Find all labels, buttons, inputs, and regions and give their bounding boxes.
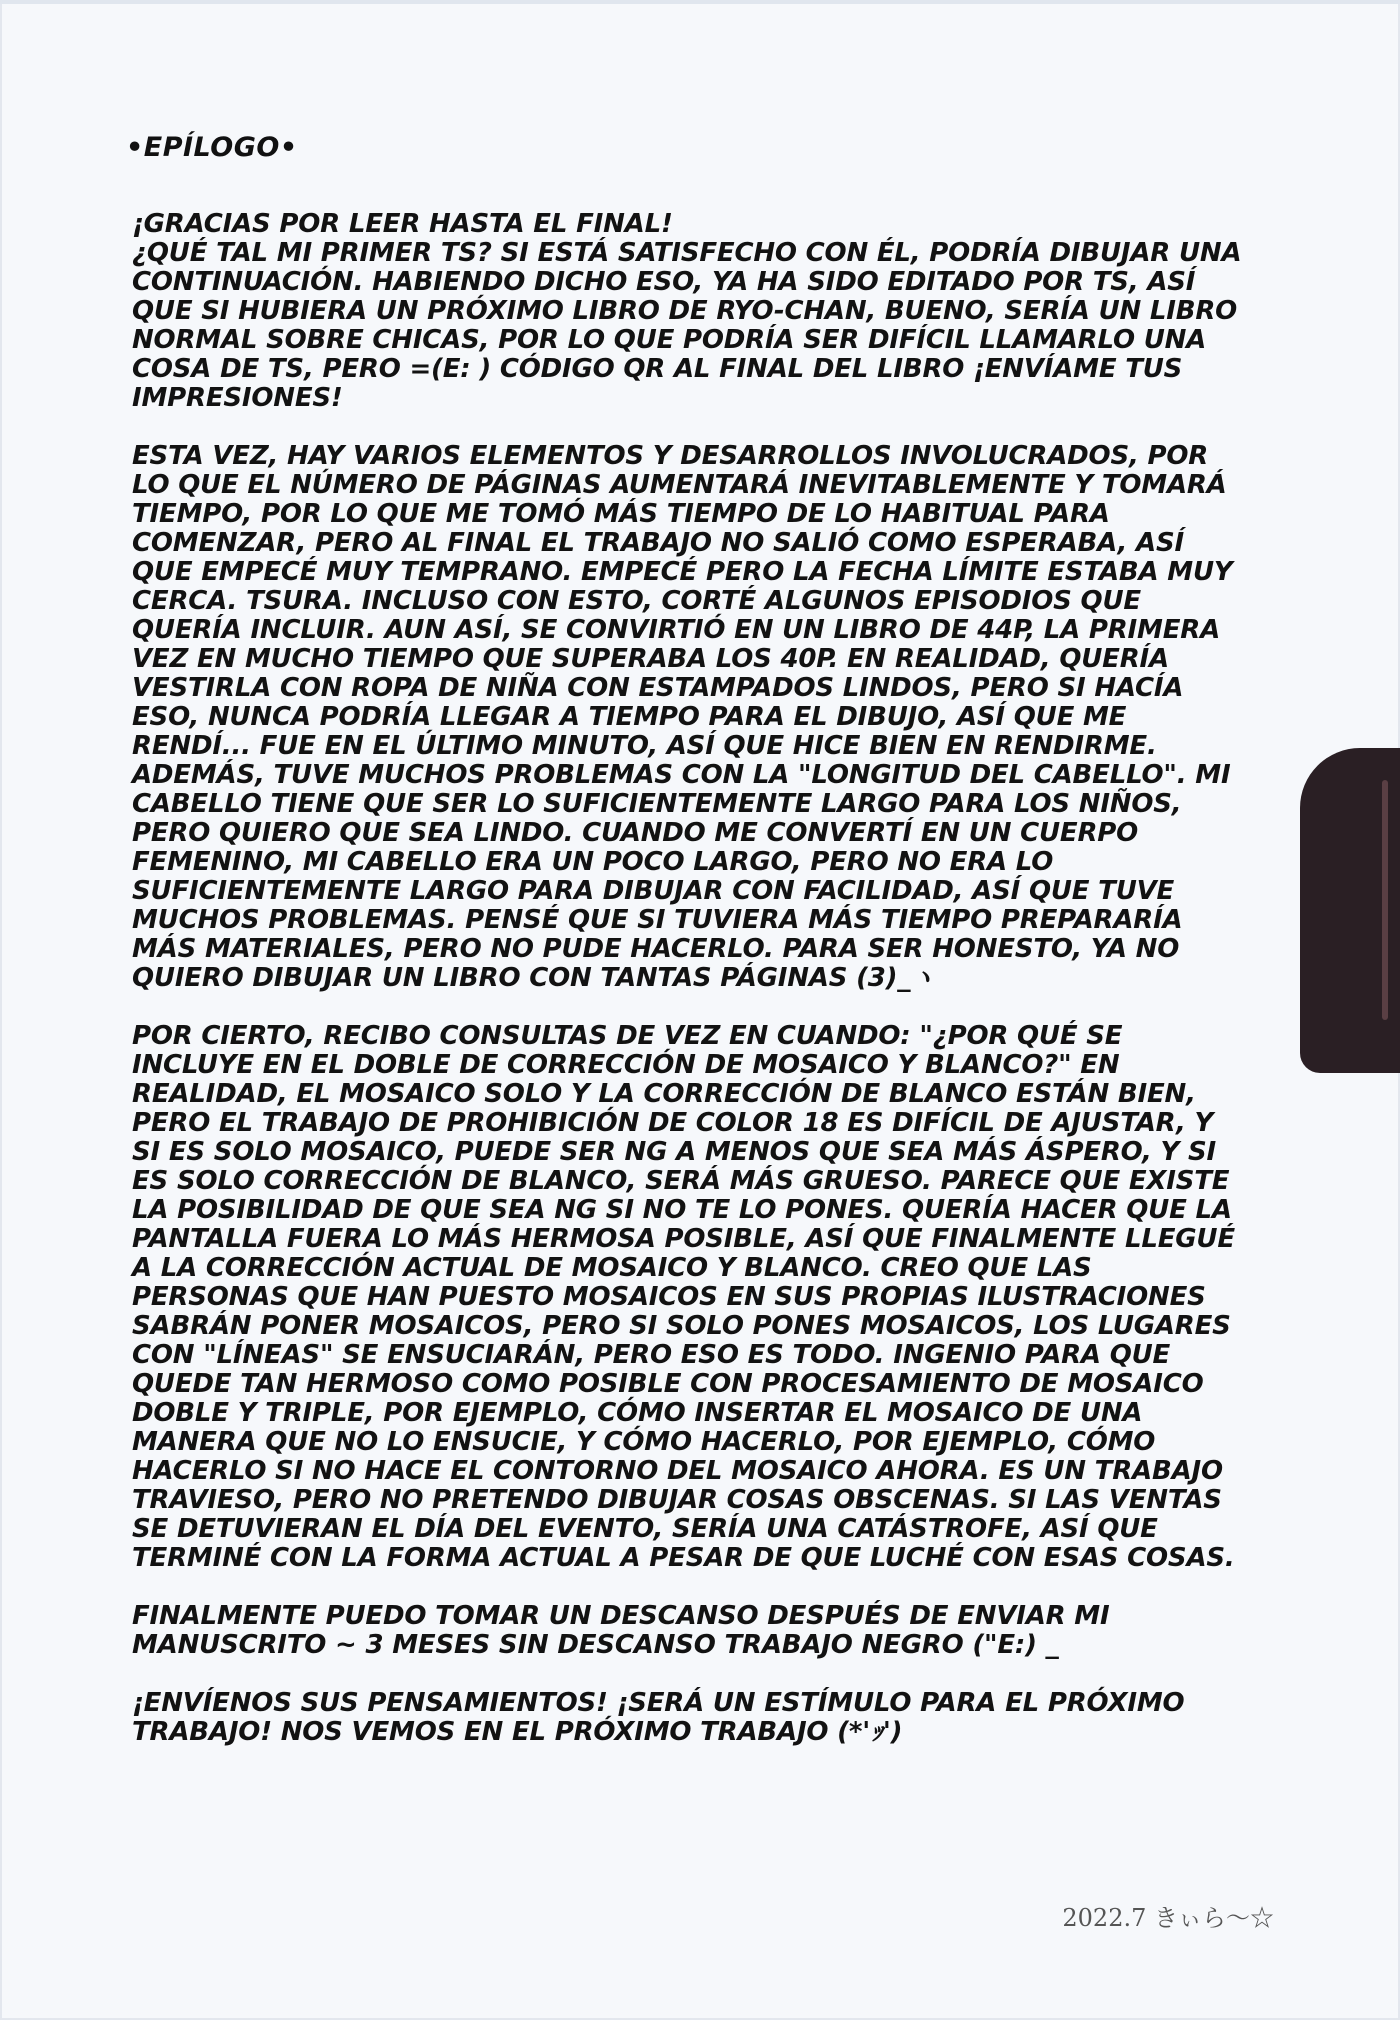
paragraph-mosaic: POR CIERTO, RECIBO CONSULTAS DE VEZ EN CUANDO: "¿POR QUÉ SE INCLUYE EN EL DOBLE DE CORRECCIÓN DE MOSAICO Y BLANCO?" EN REALIDAD, EL MOSAICO SOLO Y LA CORRECCIÓN DE BLANCO ESTÁN BIEN, PERO EL TRABAJO DE PROHIBICIÓN DE COLOR 18 ES DIFÍCIL DE AJUSTAR, Y SI ES SOLO MOSAICO, PUEDE SER NG A MENOS QUE SEA MÁS ÁSPERO, Y SI ES SOLO CORRECCIÓN DE BLANCO, SERÁ MÁS GRUESO. PARECE QUE EXISTE LA POSIBILIDAD DE QUE SEA NG SI NO TE LO PONES. QUERÍA HACER QUE LA PANTALLA FUERA LO MÁS HERMOSA POSIBLE, ASÍ QUE FINALMENTE LLEGUÉ A LA CORRECCIÓN ACTUAL DE MOSAICO Y BLANCO. CREO QUE LAS PERSONAS QUE HAN PUESTO MOSAICOS EN SUS PROPIAS ILUSTRACIONES SABRÁN PONER MOSAICOS, PERO SI SOLO PONES MOSAICOS, LOS LUGARES CON "LÍNEAS" SE ENSUCIARÁN, PERO ESO ES TODO. INGENIO PARA QUE QUEDE TAN HERMOSO COMO POSIBLE CON PROCESAMIENTO DE MOSAICO DOBLE Y TRIPLE, POR EJEMPLO, CÓMO INSERTAR EL MOSAICO DE UNA MANERA QUE NO LO ENSUCIE, Y CÓMO HACERLO, POR EJEMPLO, CÓMO HACERLO SI NO HACE EL CONTORNO DEL MOSAICO AHORA. ES UN TRABAJO TRAVIESO, PERO NO PRETENDO DIBUJAR COSAS OBSCENAS. SI LAS VENTAS SE DETUVIERAN EL DÍA DEL EVENTO, SERÍA UNA CATÁSTROFE, ASÍ QUE TERMINÉ CON LA FORMA ACTUAL A PESAR DE QUE LUCHÉ CON ESAS COSAS. — [132, 1021, 1235, 1573]
top-edge-strip — [0, 0, 1400, 4]
paragraph-process: ESTA VEZ, HAY VARIOS ELEMENTOS Y DESARROLLOS INVOLUCRADOS, POR LO QUE EL NÚMERO DE PÁGINAS AUMENTARÁ INEVITABLEMENTE Y TOMARÁ TIEMPO, POR LO QUE ME TOMÓ MÁS TIEMPO DE LO HABITUAL PARA COMENZAR, PERO AL FINAL EL TRABAJO NO SALIÓ COMO ESPERABA, ASÍ QUE EMPECÉ MUY TEMPRANO. EMPECÉ PERO LA FECHA LÍMITE ESTABA MUY CERCA. TSURA. INCLUSO CON ESTO, CORTÉ ALGUNOS EPISODIOS QUE QUERÍA INCLUIR. AUN ASÍ, SE CONVIRTIÓ EN UN LIBRO DE 44P, LA PRIMERA VEZ EN MUCHO TIEMPO QUE SUPERABA LOS 40P. EN REALIDAD, QUERÍA VESTIRLA CON ROPA DE NIÑA CON ESTAMPADOS LINDOS, PERO SI HACÍA ESO, NUNCA PODRÍA LLEGAR A TIEMPO PARA EL DIBUJO, ASÍ QUE ME RENDÍ... FUE EN EL ÚLTIMO MINUTO, ASÍ QUE HICE BIEN EN RENDIRME. ADEMÁS, TUVE MUCHOS PROBLEMAS CON LA "LONGITUD DEL CABELLO". MI CABELLO TIENE QUE SER LO SUFICIENTEMENTE LARGO PARA LOS NIÑOS, PERO QUIERO QUE SEA LINDO. CUANDO ME CONVERTÍ EN UN CUERPO FEMENINO, MI CABELLO ERA UN POCO LARGO, PERO NO ERA LO SUFICIENTEMENTE LARGO PARA DIBUJAR CON FACILIDAD, ASÍ QUE TUVE MUCHOS PROBLEMAS. PENSÉ QUE SI TUVIERA MÁS TIEMPO PREPARARÍA MÁS MATERIALES, PERO NO PUDE HACERLO. PARA SER HONESTO, YA NO QUIERO DIBUJAR UN LIBRO CON TANTAS PÁGINAS (3)_ヽ — [132, 441, 1233, 993]
side-illustration-highlight — [1382, 780, 1388, 1020]
paragraph-send-thoughts: ¡ENVÍENOS SUS PENSAMIENTOS! ¡SERÁ UN ESTÍMULO PARA EL PRÓXIMO TRABAJO! NOS VEMOS EN EL PRÓXIMO TRABAJO (*'ｯ') — [132, 1688, 1185, 1747]
epilogue-heading: •EPÍLOGO• — [126, 132, 298, 163]
signature-date: 2022.7 きぃら〜☆ — [1062, 1904, 1274, 1932]
paragraph-rest: FINALMENTE PUEDO TOMAR UN DESCANSO DESPUÉS DE ENVIAR MI MANUSCRITO ~ 3 MESES SIN DESCANSO TRABAJO NEGRO ("Ε:) _ — [132, 1601, 1110, 1660]
epilogue-body — [132, 210, 1242, 1776]
paragraph-thanks: ¡GRACIAS POR LEER HASTA EL FINAL! ¿QUÉ TAL MI PRIMER TS? SI ESTÁ SATISFECHO CON ÉL, PODRÍA DIBUJAR UNA CONTINUACIÓN. HABIENDO DICHO ESO, YA HA SIDO EDITADO POR TS, ASÍ QUE SI HUBIERA UN PRÓXIMO LIBRO DE RYO-CHAN, BUENO, SERÍA UN LIBRO NORMAL SOBRE CHICAS, POR LO QUE PODRÍA SER DIFÍCIL LLAMARLO UNA COSA DE TS, PERO =(E: ) CÓDIGO QR AL FINAL DEL LIBRO ¡ENVÍAME TUS IMPRESIONES! — [132, 209, 1242, 413]
